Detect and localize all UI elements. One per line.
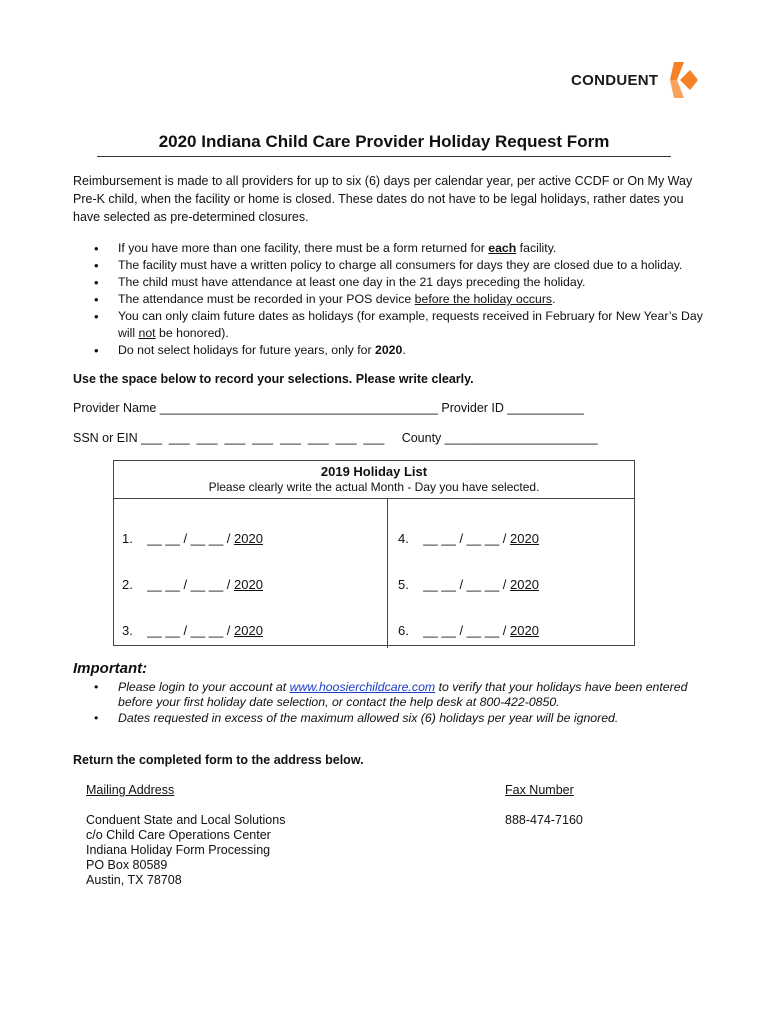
rules-list <box>92 240 704 359</box>
holiday-date-field[interactable] <box>398 577 539 592</box>
instructions: Use the space below to record your selections. Please write clearly. <box>73 372 474 386</box>
holiday-date-field[interactable] <box>398 623 539 638</box>
note-text: to verify that your holidays have been entered before your first holiday date selection, or contact the help desk at 800-422-0850. <box>118 680 688 709</box>
table-body <box>114 499 634 648</box>
row-number: 3. <box>122 623 133 638</box>
rule-text: The attendance must be recorded in your POS device <box>118 292 415 306</box>
holiday-date-field[interactable] <box>122 623 263 638</box>
date-blank: __ __ / __ __ / <box>147 531 235 546</box>
rule-text: If you have more than one facility, there must be a form returned for <box>118 241 489 255</box>
address-line: PO Box 80589 <box>86 858 168 872</box>
list-item <box>92 274 704 291</box>
provider-name-id-field[interactable]: Provider Name ________________________________________ Provider ID ___________ <box>73 401 584 415</box>
rule-emphasis: 2020 <box>375 343 403 357</box>
row-number: 5. <box>398 577 409 592</box>
year-label: 2020 <box>234 577 263 592</box>
conduent-mark-icon <box>664 60 700 100</box>
table-subtitle: Please clearly write the actual Month - Day you have selected. <box>208 480 540 494</box>
rule-text: be honored). <box>155 326 229 340</box>
rule-text: The child must have attendance at least one day in the 21 days preceding the holiday. <box>118 275 586 289</box>
fax-number-heading: Fax Number <box>505 783 574 797</box>
column-divider <box>387 499 388 648</box>
list-item <box>92 680 692 710</box>
rule-emphasis: not <box>138 326 156 340</box>
address-line: Conduent State and Local Solutions <box>86 813 286 827</box>
holiday-date-field[interactable] <box>122 531 263 546</box>
mailing-address <box>86 813 285 888</box>
row-number: 1. <box>122 531 133 546</box>
row-number: 2. <box>122 577 133 592</box>
ssn-county-field[interactable]: SSN or EIN ___ ___ ___ ___ ___ ___ ___ ___ ___ County ______________________ <box>73 431 598 445</box>
list-item <box>92 711 692 726</box>
address-line: c/o Child Care Operations Center <box>86 828 271 842</box>
rule-text: Do not select holidays for future years, only for <box>118 343 375 357</box>
note-text: Dates requested in excess of the maximum allowed six (6) holidays per year will be ignored. <box>118 711 619 725</box>
date-blank: __ __ / __ __ / <box>423 577 511 592</box>
rule-text: facility. <box>516 241 557 255</box>
holiday-date-field[interactable] <box>398 531 539 546</box>
date-blank: __ __ / __ __ / <box>147 577 235 592</box>
list-item <box>92 308 704 342</box>
note-text: Please login to your account at <box>118 680 290 694</box>
title-underline <box>97 156 671 157</box>
mailing-address-heading: Mailing Address <box>86 783 175 797</box>
return-instructions: Return the completed form to the address below. <box>73 753 364 767</box>
holiday-date-field[interactable] <box>122 577 263 592</box>
row-number: 4. <box>398 531 409 546</box>
holiday-list-table <box>113 460 635 646</box>
table-header <box>114 464 634 499</box>
logo-text: CONDUENT <box>571 71 659 89</box>
address-line: Indiana Holiday Form Processing <box>86 843 271 857</box>
address-line: Austin, TX 78708 <box>86 873 182 887</box>
date-blank: __ __ / __ __ / <box>423 623 511 638</box>
year-label: 2020 <box>510 623 539 638</box>
important-list <box>92 680 692 727</box>
form-title-block <box>97 132 671 157</box>
date-blank: __ __ / __ __ / <box>423 531 511 546</box>
year-label: 2020 <box>234 531 263 546</box>
intro-paragraph: Reimbursement is made to all providers for up to six (6) days per calendar year, per active CCDF or On My Way Pre-K child, when the facility or home is closed. These dates do not have to be legal holidays, rather dates you have selected as pre-determined closures. <box>73 174 693 224</box>
conduent-logo <box>571 60 700 100</box>
year-label: 2020 <box>510 531 539 546</box>
date-blank: __ __ / __ __ / <box>147 623 235 638</box>
important-heading: Important: <box>73 660 148 677</box>
list-item <box>92 342 704 359</box>
form-title: 2020 Indiana Child Care Provider Holiday Request Form <box>158 132 610 151</box>
year-label: 2020 <box>234 623 263 638</box>
rule-text: The facility must have a written policy to charge all consumers for days they are closed due to a holiday. <box>118 258 683 272</box>
hoosierchildcare-link[interactable]: www.hoosierchildcare.com <box>289 680 436 694</box>
rule-text: . <box>402 343 406 357</box>
rule-emphasis: before the holiday occurs <box>414 292 553 306</box>
rule-text: You can only claim future dates as holidays (for example, requests received in February for New Year’s Day will <box>118 309 703 340</box>
fax-number: 888-474-7160 <box>505 813 583 827</box>
list-item <box>92 257 704 274</box>
row-number: 6. <box>398 623 409 638</box>
list-item <box>92 291 704 308</box>
list-item <box>92 240 704 257</box>
rule-text: . <box>552 292 556 306</box>
table-title: 2019 Holiday List <box>320 464 428 479</box>
year-label: 2020 <box>510 577 539 592</box>
rule-emphasis: each <box>488 241 517 255</box>
